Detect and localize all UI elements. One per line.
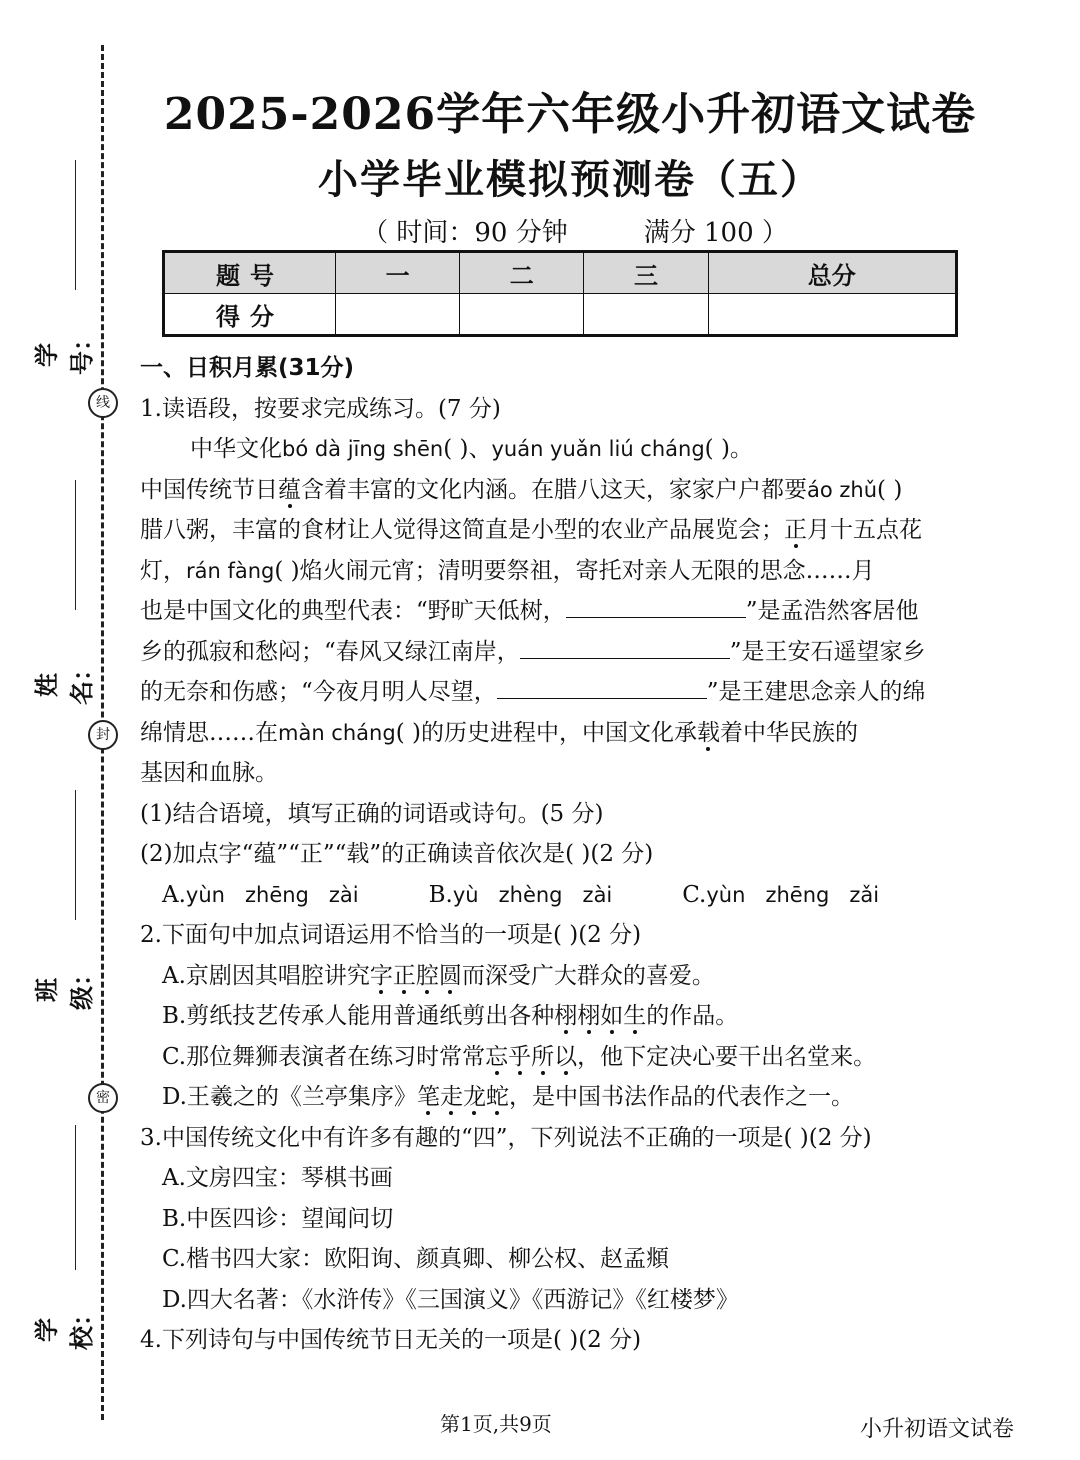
section-heading: 一、日积月累(31分) [140, 355, 355, 381]
q1-passage-line-8 [140, 713, 990, 754]
dotted-char-zai: 载 [696, 719, 720, 746]
exam-title: 2025-2026学年六年级小升初语文试卷 [163, 89, 977, 140]
text: 的作品。 [646, 1003, 739, 1029]
dotted-char: 笔 [416, 1084, 440, 1110]
dotted-phrase [554, 1003, 646, 1029]
pinyin-4: rán fàng [186, 558, 275, 583]
q1-options [140, 875, 990, 916]
dotted-char: 忘 [485, 1043, 509, 1070]
header-cell-total: 总分 [708, 252, 956, 294]
score-table-header-row [164, 252, 957, 294]
q1-passage-line-2 [140, 470, 990, 511]
header-cell-2: 二 [460, 252, 584, 294]
dotted-char: 所 [531, 1043, 555, 1070]
class-line[interactable] [75, 790, 76, 920]
pinyin-2: yuán yuǎn liú cháng [491, 437, 705, 461]
score-cell-3[interactable] [584, 294, 708, 336]
text: D.王羲之的《兰亭集序》 [162, 1084, 417, 1110]
header-cell-question-no: 题号 [164, 252, 336, 294]
answer-blank-3[interactable]: ( ) [877, 476, 903, 503]
questions-content [140, 348, 990, 1361]
q3-option-c[interactable]: C.楷书四大家：欧阳询、颜真卿、柳公权、赵孟頫 [162, 1246, 670, 1272]
q2-option-c[interactable] [140, 1037, 990, 1078]
text: 乡的孤寂和愁闷；“春风又绿江南岸， [140, 638, 520, 665]
option-a[interactable] [162, 882, 359, 908]
text: 中华文化 [190, 436, 282, 462]
q2-stem: 2.下面句中加点词语运用不恰当的一项是( )(2 分) [140, 922, 642, 948]
dotted-char: 字 [369, 962, 393, 989]
q3-option-b[interactable]: B.中医四诊：望闻问切 [162, 1205, 394, 1232]
header-cell-1: 一 [336, 252, 460, 294]
q1-sub-2: (2)加点字“蕴”“正”“载”的正确读音依次是( )(2 分) [140, 841, 654, 867]
pinyin-1: bó dà jīng shēn [282, 437, 444, 461]
text: B.剪纸技艺传承人能用普通纸剪出各种 [162, 1003, 555, 1029]
q1-passage-line-5 [140, 591, 990, 632]
score-table [162, 250, 958, 337]
q1-passage-line-6 [140, 632, 990, 673]
text: 腊八粥，丰富的食材让人觉得这简直是小型的农业产品展览会； [140, 517, 784, 543]
binding-margin [0, 0, 130, 1460]
q3-option-a[interactable]: A.文房四宝：琴棋书画 [162, 1165, 393, 1191]
footer-doc-name: 小升初语文试卷 [860, 1417, 1015, 1442]
header-cell-3: 三 [584, 252, 708, 294]
text: 的无奈和伤感；“今夜月明人尽望， [140, 679, 497, 705]
time-score-info [140, 212, 1010, 249]
poem-blank-1[interactable] [566, 591, 746, 618]
poem-blank-2[interactable] [520, 632, 730, 659]
text: ”是孟浩然客居他 [745, 598, 919, 624]
option-letter: B. [428, 881, 453, 908]
q1-passage-line-1 [140, 429, 990, 470]
answer-blank-2[interactable]: ( )。 [704, 436, 753, 462]
q1-passage-line-9: 基因和血脉。 [140, 760, 278, 786]
text: 月十五点花 [807, 517, 922, 543]
poem-blank-3[interactable] [497, 672, 707, 699]
text: 灯， [140, 557, 186, 584]
dotted-char: 正 [392, 962, 416, 989]
text: C.那位舞狮表演者在练习时常常 [162, 1043, 486, 1070]
text: 含着丰富的文化内涵。在腊八这天，家家户户都要 [301, 476, 807, 503]
seal-mi: 密 [88, 1083, 118, 1113]
dotted-char: 走 [439, 1084, 463, 1110]
score-cell-total[interactable] [708, 294, 956, 336]
full-score-label: 满分 100 ） [643, 218, 788, 248]
text: ”是王建思念亲人的绵 [706, 679, 926, 705]
dotted-phrase [370, 963, 462, 989]
option-b[interactable] [429, 882, 613, 908]
dotted-char: 圆 [438, 962, 462, 989]
dotted-char: 栩 [554, 1003, 578, 1029]
answer-blank-5[interactable]: ( )的历史进程中，中国文化承 [395, 719, 697, 746]
dotted-char: 龙 [462, 1084, 486, 1110]
q3-stem: 3.中国传统文化中有许多有趣的“四”，下列说法不正确的一项是( )(2 分) [140, 1124, 872, 1151]
text: 着中华民族的 [719, 719, 858, 746]
student-id-label: 学号： [32, 327, 96, 375]
pinyin-5: màn cháng [278, 720, 396, 745]
dotted-char: 生 [623, 1003, 647, 1029]
option-a-text: yùn zhēng zài [185, 882, 359, 907]
option-b-text: yù zhèng zài [452, 882, 613, 907]
q1-passage-line-3 [140, 510, 990, 551]
class-label: 班级： [32, 962, 96, 1010]
q2-option-d[interactable] [140, 1077, 990, 1118]
seal-xian: 线 [88, 388, 118, 418]
dotted-char-yun: 蕴 [278, 476, 301, 503]
text: 而深受广大群众的喜爱。 [461, 962, 715, 989]
dotted-char: 以 [554, 1043, 578, 1070]
score-cell-1[interactable] [336, 294, 460, 336]
dotted-char-zheng: 正 [784, 517, 807, 543]
school-label: 学校： [32, 1302, 96, 1350]
q1-passage-line-4 [140, 551, 990, 592]
school-line[interactable] [75, 1125, 76, 1270]
score-table-score-row [164, 294, 957, 336]
score-row-label: 得分 [164, 294, 336, 336]
score-cell-2[interactable] [460, 294, 584, 336]
student-id-line[interactable] [75, 160, 76, 290]
q1-stem: 1.读语段，按要求完成练习。(7 分) [140, 395, 501, 422]
option-letter: A. [162, 881, 186, 908]
page-number: 第1页,共9页 [440, 1412, 552, 1436]
option-c[interactable] [682, 882, 879, 908]
text: ，是中国书法作品的代表作之一。 [508, 1084, 854, 1110]
dotted-char: 栩 [577, 1003, 601, 1029]
text: ”是王安石遥望家乡 [729, 638, 926, 665]
q3-option-d[interactable]: D.四大名著：《水浒传》《三国演义》《西游记》《红楼梦》 [162, 1286, 739, 1313]
q2-option-a[interactable] [140, 956, 990, 997]
exam-subtitle: 小学毕业模拟预测卷（五） [318, 156, 822, 203]
answer-blank-1[interactable]: ( )、 [443, 436, 492, 462]
time-label: （ 时间：90 分钟 [362, 218, 568, 248]
dotted-char: 乎 [508, 1043, 532, 1070]
pinyin-3: áo zhǔ [807, 477, 878, 502]
q1-sub-1: (1)结合语境，填写正确的词语或诗句。(5 分) [140, 800, 604, 827]
text: A.京剧因其唱腔讲究 [162, 962, 370, 989]
dotted-phrase [417, 1084, 509, 1110]
name-label: 姓名： [32, 657, 96, 705]
dotted-char: 腔 [415, 962, 439, 989]
text: 绵情思……在 [140, 719, 278, 746]
answer-blank-4[interactable]: ( )焰火闹元宵；清明要祭祖，寄托对亲人无限的思念……月 [274, 557, 875, 584]
option-c-text: yùn zhēng zǎi [706, 882, 880, 907]
name-line[interactable] [75, 480, 76, 610]
text: ，他下定决心要干出名堂来。 [577, 1043, 877, 1070]
q2-option-b[interactable] [140, 996, 990, 1037]
dotted-char: 如 [600, 1003, 624, 1029]
q1-passage-line-7 [140, 672, 990, 713]
text: 也是中国文化的典型代表：“野旷天低树， [140, 598, 566, 624]
option-letter: C. [682, 881, 707, 908]
text: 中国传统节日 [140, 476, 278, 503]
dotted-phrase [485, 1044, 577, 1070]
seal-feng: 封 [88, 720, 118, 750]
q4-stem: 4.下列诗句与中国传统节日无关的一项是( )(2 分) [140, 1327, 642, 1353]
dotted-char: 蛇 [485, 1084, 509, 1110]
